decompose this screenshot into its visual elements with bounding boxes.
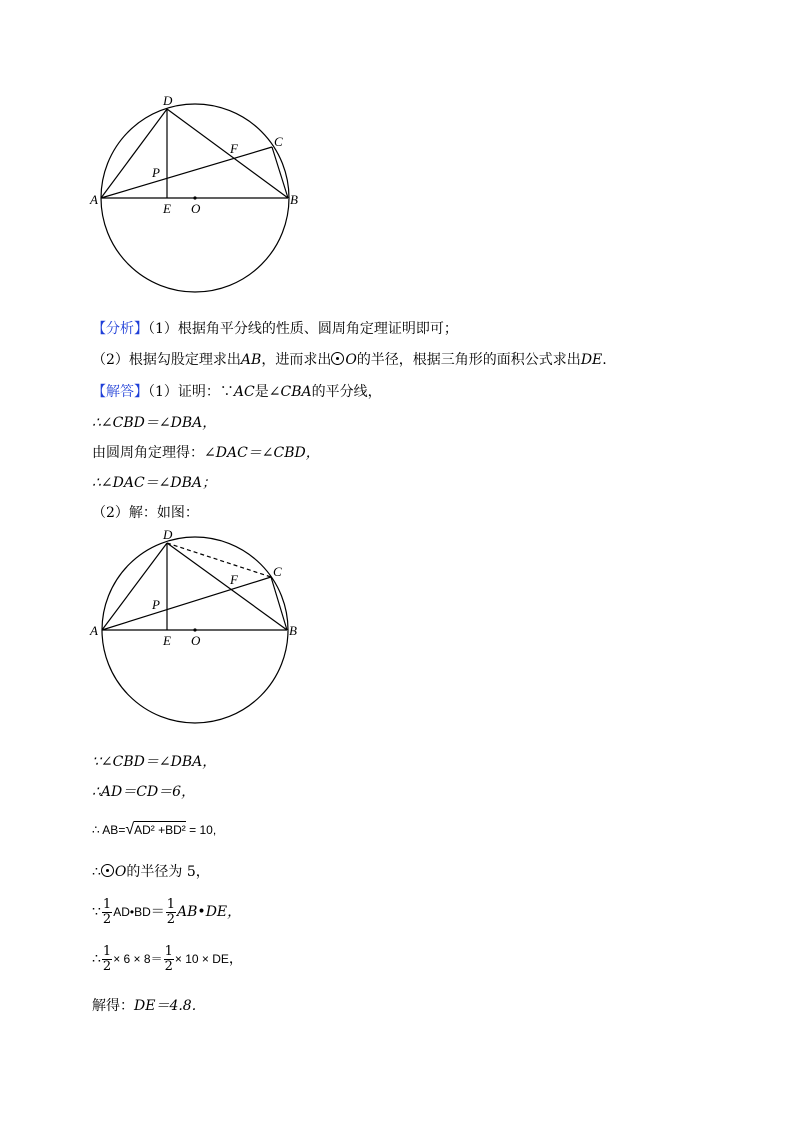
solution-line-12 (92, 996, 196, 1016)
segment-ac (102, 577, 271, 630)
label-b: B (290, 192, 298, 207)
center-dot (193, 196, 196, 199)
label-p: P (152, 597, 160, 612)
solution-line-3 (92, 443, 320, 463)
sol-l1-ac: AC (233, 384, 255, 400)
segment-db (167, 543, 287, 630)
sqrt-sign: √ (125, 821, 135, 838)
label-o: O (191, 633, 201, 648)
analysis-text-2b: ，进而求出 (261, 352, 332, 368)
sol-l11-pre: ∴ (92, 951, 101, 967)
center-dot (193, 628, 196, 631)
solution-tag: 【解答】 (92, 384, 148, 400)
circle-dot-symbol (331, 352, 344, 365)
label-f: F (230, 572, 238, 587)
sol-l9-o: O (114, 864, 127, 880)
label-e: E (163, 633, 171, 648)
geometry-figure-1 (85, 88, 325, 298)
analysis-line-1 (92, 319, 458, 339)
segment-ad (101, 109, 167, 198)
solution-line-2: ∴∠CBD＝∠DBA， (92, 415, 217, 431)
solution-line-11 (92, 944, 243, 974)
sol-l12-math: DE＝4.8. (134, 998, 197, 1014)
sol-l11-b: × 10 × DE (174, 952, 229, 966)
analysis-text-2a: （2）根据勾股定理求出 (92, 352, 241, 368)
segment-ad (102, 543, 167, 630)
analysis-line-2 (92, 350, 607, 370)
sol-l10-pre: ∵ (92, 904, 101, 920)
solution-line-10 (92, 897, 241, 927)
solution-line-9 (92, 862, 210, 882)
label-e: E (163, 201, 171, 216)
segment-ac (101, 147, 272, 198)
solution-line-6: ∵∠CBD＝∠DBA， (92, 754, 217, 770)
label-c: C (274, 134, 283, 149)
label-f: F (230, 141, 238, 156)
fraction-half-3: $\frac{1}{2}$ (102, 943, 112, 974)
segment-db (167, 109, 288, 198)
sol-l11-end: ， (228, 951, 243, 967)
label-o: O (191, 201, 201, 216)
label-b: B (289, 623, 297, 638)
label-p: P (152, 165, 160, 180)
solution-line-1 (92, 382, 382, 402)
analysis-de: DE (580, 352, 603, 368)
geometry-figure-2 (85, 522, 325, 727)
solution-line-7: ∴AD＝CD＝6， (92, 784, 196, 800)
solution-line-4: ∴∠DAC＝∠DBA； (92, 475, 217, 491)
fraction-half-2: $\frac{1}{2}$ (166, 896, 176, 927)
sol-l1-cba: CBA (280, 384, 312, 400)
fraction-half: $\frac{1}{2}$ (102, 896, 112, 927)
analysis-text-1: （1）根据角平分线的性质、圆周角定理证明即可； (148, 321, 458, 337)
sol-l3-pre: 由圆周角定理得： (92, 445, 204, 461)
sol-l9-pre: ∴ (92, 864, 101, 880)
sol-l1-mid: 是∠ (254, 384, 281, 400)
label-a: A (90, 623, 98, 638)
sol-l3-math: ∠DAC＝∠CBD， (204, 445, 320, 461)
analysis-text-2c: 的半径，根据三角形的面积公式求出 (356, 352, 581, 368)
sol-l9-end: 的半径为 5， (126, 864, 210, 880)
analysis-text-2d: . (602, 352, 607, 368)
fraction-half-4: $\frac{1}{2}$ (164, 943, 173, 974)
solution-line-5: （2）解：如图： (92, 505, 199, 521)
analysis-tag: 【分析】 (92, 321, 148, 337)
sol-l10-ad: AD•BD (113, 905, 151, 919)
sol-l11-a: × 6 × 8＝ (113, 952, 163, 966)
solution-line-8 (92, 820, 216, 840)
label-d: D (163, 527, 173, 542)
sol-l8-radicand: AD² +BD² (134, 823, 186, 837)
label-a: A (90, 192, 98, 207)
sol-l1-end: 的平分线， (311, 384, 382, 400)
label-d: D (163, 93, 173, 108)
sol-l1-pre: （1）证明：∵ (148, 384, 234, 400)
sol-l10-ab: AB•DE， (177, 904, 242, 920)
label-c: C (273, 564, 282, 579)
analysis-o: O (345, 352, 357, 368)
sol-l10-eq: ＝ (150, 904, 165, 920)
sol-l8-end: = 10, (185, 823, 217, 837)
analysis-ab: AB (240, 352, 262, 368)
sol-l12-pre: 解得： (92, 998, 134, 1014)
circle-dot-symbol (101, 864, 114, 877)
sol-l8-pre: ∴ AB= (92, 823, 126, 837)
